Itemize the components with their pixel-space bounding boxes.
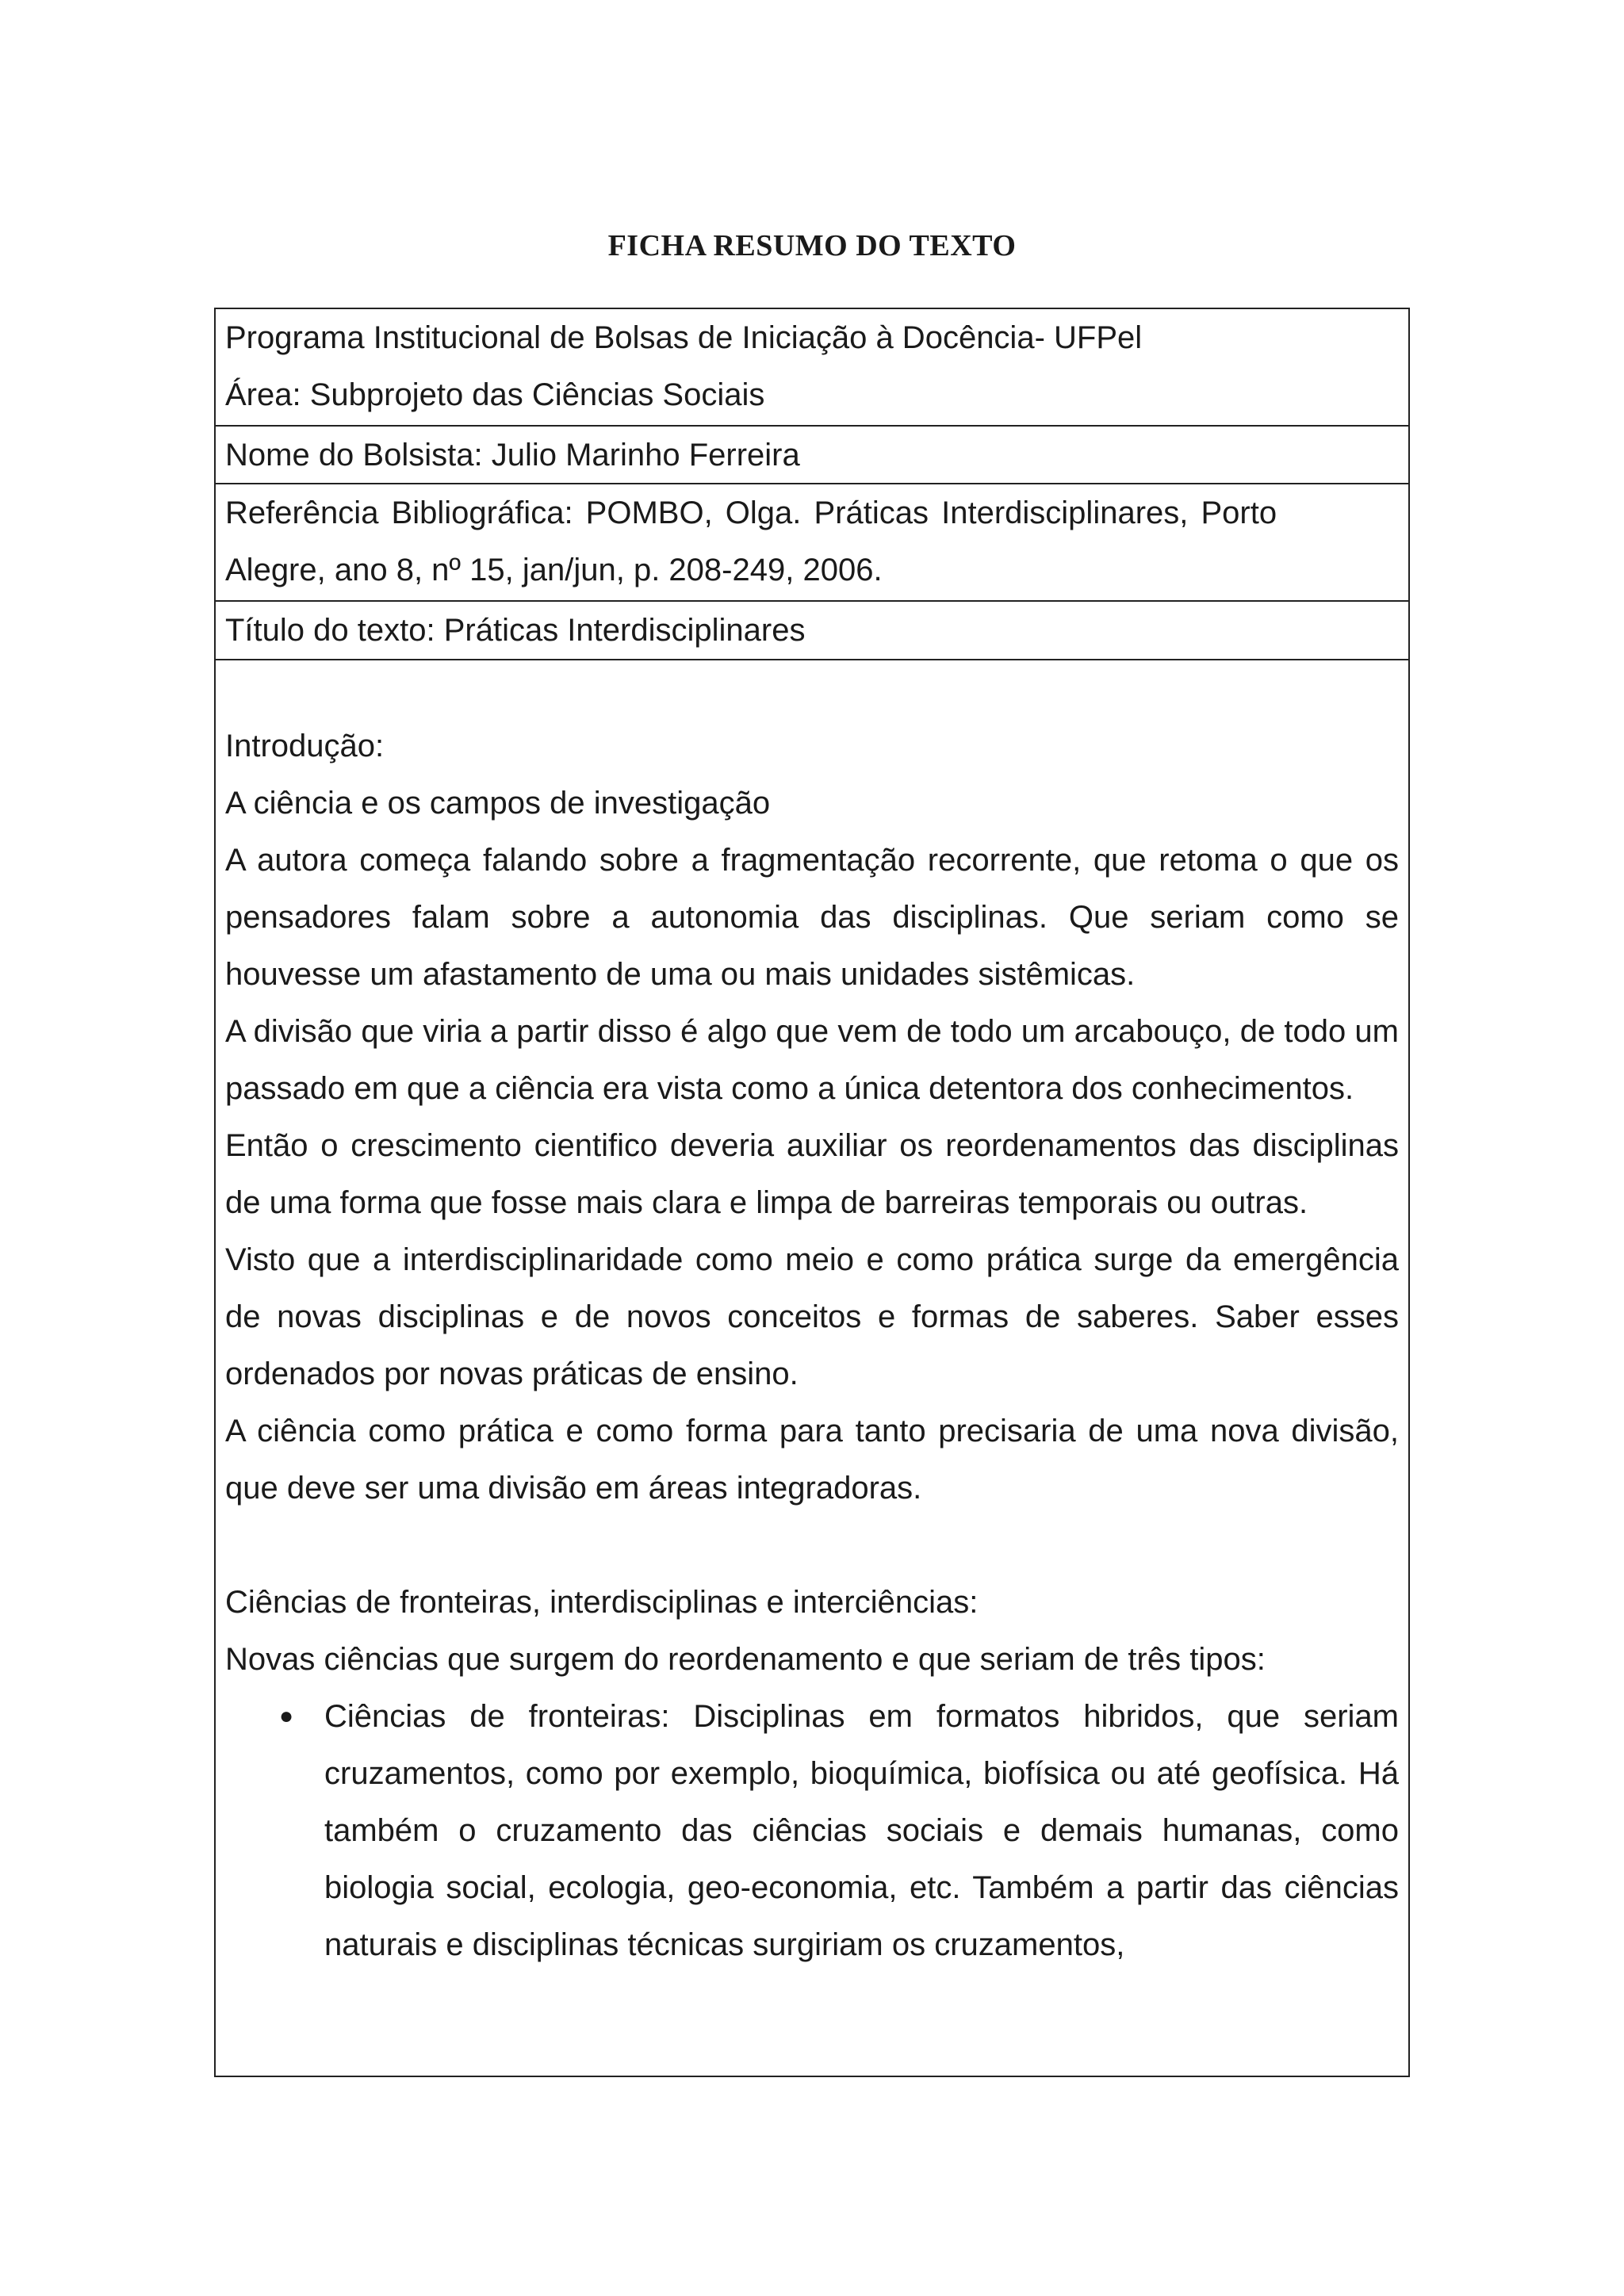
paragraph: Então o crescimento cientifico deveria auxiliar os reordenamentos das disciplinas de uma forma que fosse mais clara e limpa de barreiras temporais ou outras. [225,1128,1399,1220]
reference-line-2: Alegre, ano 8, nº 15, jan/jun, p. 208-249, 2006. [225,553,883,587]
student-name: Nome do Bolsista: Julio Marinho Ferreira [225,438,800,473]
section2-heading: Ciências de fronteiras, interdisciplinas e interciências: [225,1585,979,1620]
summary-body-cell [216,660,1408,1973]
paragraph: A divisão que viria a partir disso é algo que vem de todo um arcabouço, de todo um passado em que a ciência era vista como a única detentora dos conhecimentos. [225,1014,1399,1106]
bullet-icon: ● [279,1703,294,1729]
paragraph: Visto que a interdisciplinaridade como meio e como prática surge da emergência de novas disciplinas e de novos conceitos e formas de saberes. Saber esses ordenados por novas práticas de ensino. [225,1242,1399,1391]
page-title: FICHA RESUMO DO TEXTO [607,229,1017,262]
intro-subheading: A ciência e os campos de investigação [225,786,771,821]
section2-intro: Novas ciências que surgem do reordenamento e que seriam de três tipos: [225,1642,1266,1677]
text-title: Título do texto: Práticas Interdisciplinares [225,613,806,648]
list-item-text: Ciências de fronteiras: Disciplinas em formatos hibridos, que seriam cruzamentos, como por exemplo, bioquímica, biofísica ou até geofísica. Há também o cruzamento das ciências sociais e demais humanas, como biologia social, ecologia, geo-economia, etc. Também a partir das ciências naturais e disciplinas técnicas surgiriam os cruzamentos, [324,1699,1399,1962]
paragraph: A autora começa falando sobre a fragmentação recorrente, que retoma o que os pensadores falam sobre a autonomia das disciplinas. Que seriam como se houvesse um afastamento de uma ou mais unidades sistêmicas. [225,843,1399,992]
reference-line-1: Referência Bibliográfica: POMBO, Olga. Práticas Interdisciplinares, Porto [225,496,1277,530]
program-info-cell [216,309,1408,427]
program-name: Programa Institucional de Bolsas de Iniciação à Docência- UFPel [225,320,1143,355]
area-name: Área: Subprojeto das Ciências Sociais [225,377,765,412]
text-title-cell [216,602,1408,660]
paragraph: A ciência como prática e como forma para tanto precisaria de uma nova divisão, que deve ser uma divisão em áreas integradoras. [225,1414,1399,1506]
student-name-cell [216,427,1408,484]
summary-table [214,308,1410,2077]
list-item [279,1688,1399,1973]
reference-cell [216,484,1408,602]
intro-heading: Introdução: [225,729,385,763]
blank-line [225,1517,1399,1574]
bullet-list [225,1688,1399,1973]
